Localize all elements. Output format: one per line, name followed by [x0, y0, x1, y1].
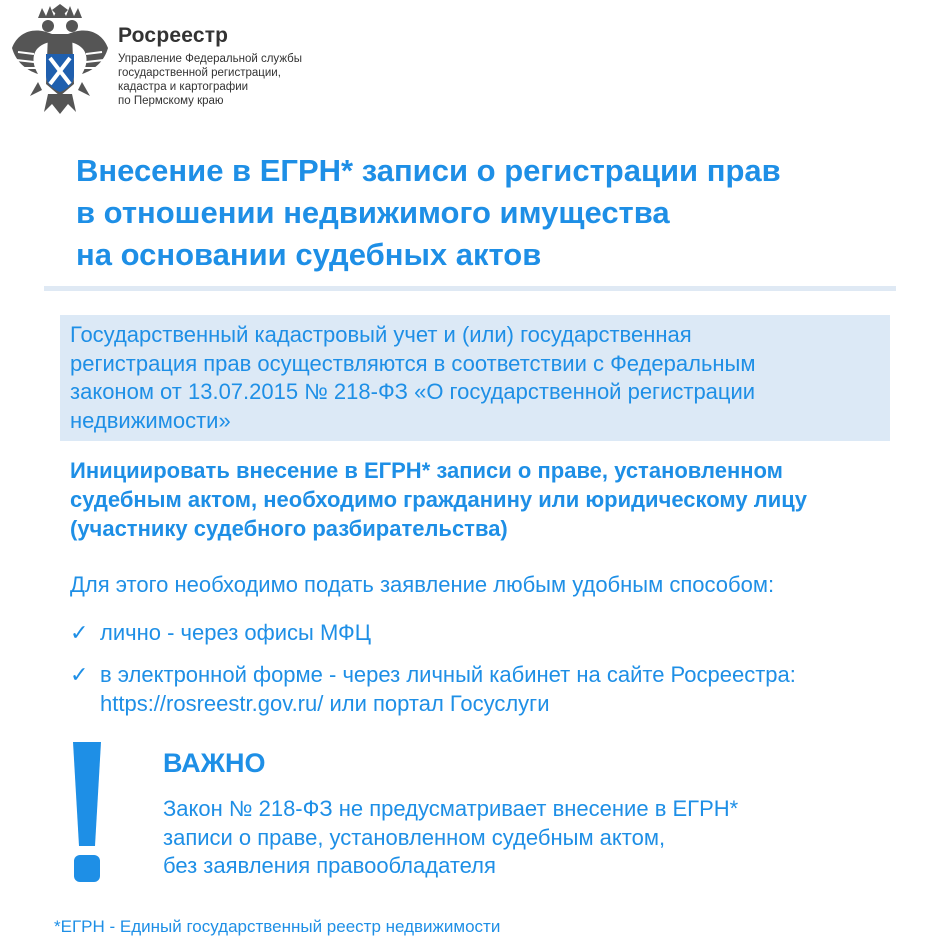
- rosreestr-emblem-logo: [8, 4, 112, 116]
- footnote: *ЕГРН - Единый государственный реестр недвижимости: [54, 917, 501, 936]
- important-line: без заявления правообладателя: [163, 853, 496, 878]
- important-heading: ВАЖНО: [163, 748, 266, 778]
- important-text: [163, 795, 863, 881]
- page-title: [76, 150, 916, 276]
- title-divider: [44, 286, 896, 291]
- org-subtitle-line: государственной регистрации,: [118, 67, 281, 79]
- important-line: Закон № 218-ФЗ не предусматривает внесение в ЕГРН*: [163, 796, 739, 821]
- law-info-box: [60, 315, 890, 441]
- org-name: Росреестр: [118, 24, 229, 47]
- org-subtitle-line: по Пермскому краю: [118, 95, 224, 107]
- info-line: недвижимости»: [70, 407, 231, 433]
- checkmark-icon: ✓: [70, 662, 89, 687]
- method-line: в электронной форме - через личный кабинет на сайте Росреестра:: [100, 662, 796, 687]
- method-line: https://rosreestr.gov.ru/ или портал Госуслуги: [100, 691, 550, 716]
- info-line: законом от 13.07.2015 № 218-ФЗ «О государственной регистрации: [70, 379, 756, 404]
- org-subtitle-line: кадастра и картографии: [118, 81, 249, 93]
- initiate-line: судебным актом, необходимо гражданину или юридическому лицу: [70, 487, 807, 512]
- checkmark-icon: ✓: [70, 620, 89, 645]
- exclamation-icon: [70, 742, 104, 887]
- info-line: регистрация прав осуществляются в соответствии с Федеральным: [70, 350, 756, 376]
- org-subtitle: [118, 52, 358, 108]
- method-intro: Для этого необходимо подать заявление любым удобным способом:: [70, 572, 775, 597]
- title-line: в отношении недвижимого имущества: [76, 195, 670, 230]
- method-text: [100, 660, 796, 718]
- initiate-paragraph: [70, 456, 930, 543]
- method-line: лично - через офисы МФЦ: [100, 620, 372, 645]
- org-subtitle-line: Управление Федеральной службы: [118, 53, 302, 65]
- initiate-line: (участнику судебного разбирательства): [70, 516, 508, 541]
- info-line: Государственный кадастровый учет и (или) государственная: [70, 322, 692, 347]
- title-line: Внесение в ЕГРН* записи о регистрации прав: [76, 153, 781, 188]
- important-line: записи о праве, установленном судебным актом,: [163, 824, 666, 850]
- initiate-line: Инициировать внесение в ЕГРН* записи о праве, установленном: [70, 458, 783, 483]
- title-line: на основании судебных актов: [76, 237, 542, 272]
- method-text: [100, 618, 371, 647]
